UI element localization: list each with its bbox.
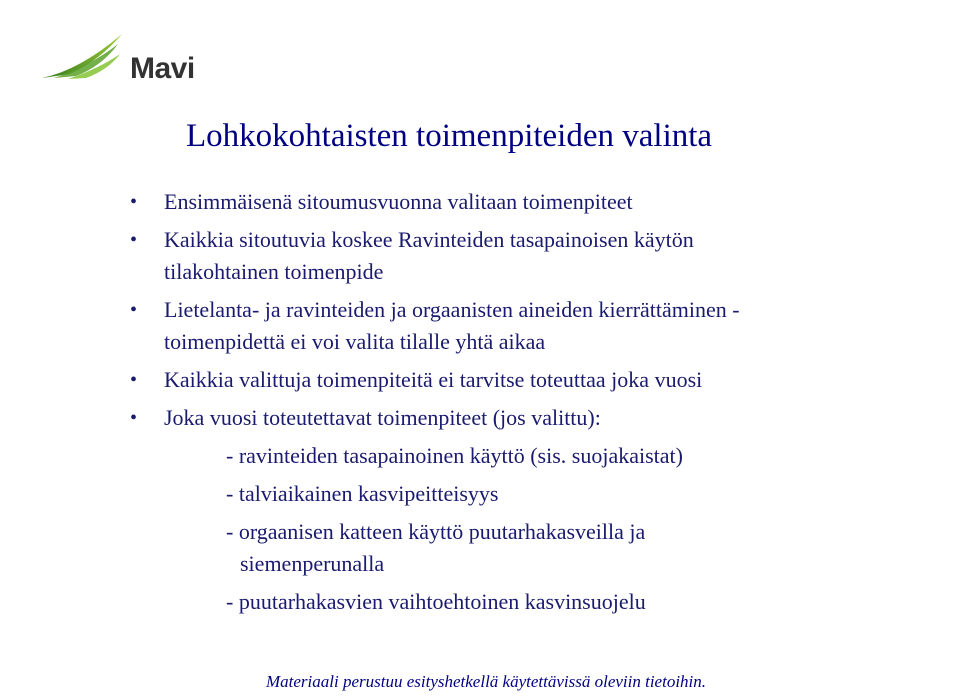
bullet-dot-icon: • (130, 369, 138, 391)
bullet-item (130, 402, 930, 434)
bullet-item (130, 224, 930, 288)
bullet-text-continued: tilakohtainen toimenpide (164, 259, 384, 284)
bullet-list (130, 186, 930, 624)
mavi-logo (40, 30, 210, 90)
bullet-text: Lietelanta- ja ravinteiden ja orgaanisten aineiden kierrättäminen - (164, 297, 740, 322)
sub-item-text: - ravinteiden tasapainoinen käyttö (sis. suojakaistat) (226, 443, 683, 468)
bullet-text: Ensimmäisenä sitoumusvuonna valitaan toimenpiteet (164, 189, 633, 214)
footer-disclaimer: Materiaali perustuu esityshetkellä käytettävissä oleviin tietoihin. (266, 672, 707, 691)
sub-item (130, 586, 930, 618)
bullet-dot-icon: • (130, 191, 138, 213)
bullet-text: Kaikkia sitoutuvia koskee Ravinteiden tasapainoisen käytön (164, 227, 694, 252)
logo-text: Mavi (130, 52, 195, 85)
bullet-text-continued: toimenpidettä ei voi valita tilalle yhtä aikaa (164, 329, 546, 354)
bullet-text: Kaikkia valittuja toimenpiteitä ei tarvitse toteuttaa joka vuosi (164, 367, 703, 392)
bullet-item (130, 294, 930, 358)
sub-item-text: - talviaikainen kasvipeitteisyys (226, 481, 499, 506)
mavi-leaf-icon (40, 30, 130, 82)
sub-item (130, 440, 930, 472)
sub-item-text: - orgaanisen katteen käyttö puutarhakasveilla ja (226, 519, 646, 544)
bullet-item (130, 186, 930, 218)
bullet-dot-icon: • (130, 229, 138, 251)
sub-item (130, 478, 930, 510)
sub-item-text: - puutarhakasvien vaihtoehtoinen kasvinsuojelu (226, 589, 646, 614)
bullet-item (130, 364, 930, 396)
page-title: Lohkokohtaisten toimenpiteiden valinta (186, 118, 713, 154)
bullet-text: Joka vuosi toteutettavat toimenpiteet (jos valittu): (164, 405, 601, 430)
sub-item (130, 516, 930, 580)
sub-item-text-continued: siemenperunalla (240, 551, 385, 576)
bullet-dot-icon: • (130, 407, 138, 429)
bullet-dot-icon: • (130, 299, 138, 321)
